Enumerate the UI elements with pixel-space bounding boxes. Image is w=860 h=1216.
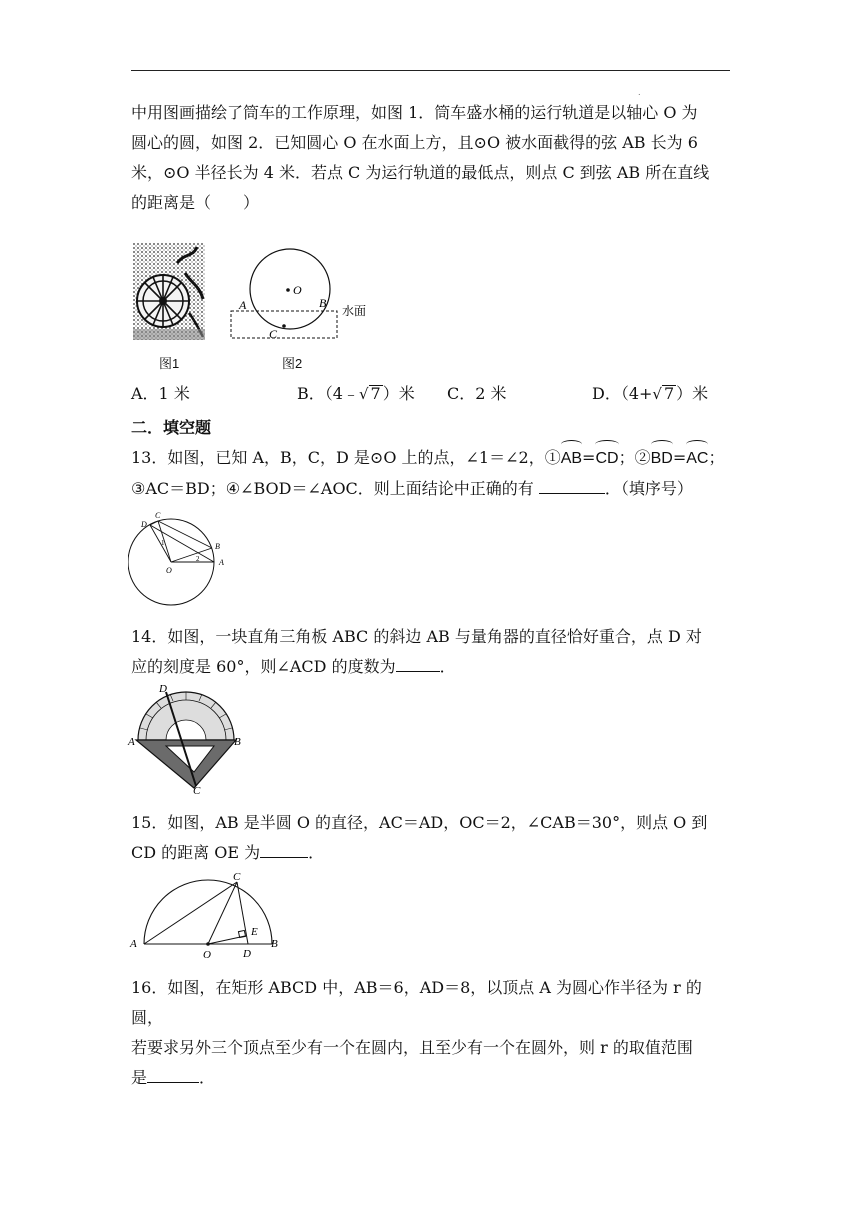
q13-line-1: 13．如图，已知 A，B，C，D 是⊙O 上的点，∠1＝∠2，①AB=CD；②BD=AC； [131, 443, 730, 474]
q13-arc-bd: BD [651, 444, 673, 474]
q16-line-3: 是 ． [131, 1063, 730, 1093]
fig2-label-a: A [239, 298, 247, 312]
q13-label-b: B [215, 542, 220, 551]
q14-label-b: B [234, 736, 241, 748]
q15-text [131, 808, 730, 868]
figure-2-caption: 图2 [282, 356, 303, 371]
q16-line-2: 若要求另外三个顶点至少有一个在圆内，且至少有一个在圆外，则 r 的取值范围 [131, 1038, 693, 1057]
q14-line-1: 14．如图，一块直角三角板 ABC 的斜边 AB 与量角器的直径恰好重合，点 D 对 [131, 627, 702, 646]
q13-arc-ac: AC [686, 444, 708, 474]
q13-circle-diagram [128, 508, 238, 608]
fig2-label-c: C [269, 327, 278, 341]
fig2-label-water: 水面 [342, 304, 367, 318]
q15-semicircle-diagram [126, 870, 286, 962]
figure-1-caption: 图1 [159, 356, 180, 371]
q13-arc-cd: CD [595, 444, 618, 474]
q15-label-d: D [243, 948, 251, 960]
q14-text [131, 622, 730, 682]
q15-label-e: E [251, 926, 258, 938]
q15-line-2: CD 的距离 OE 为 ． [131, 838, 730, 868]
q12-line-2: 圆心的圆，如图 2．已知圆心 O 在水面上方，且⊙O 被水面截得的弦 AB 长为 6 [131, 133, 698, 152]
q15-label-b: B [271, 938, 278, 950]
q13-line-2: ③AC＝BD；④∠BOD＝∠AOC．则上面结论中正确的有 ．（填序号） [131, 474, 730, 504]
q14-label-d: D [159, 683, 167, 695]
q13-label-angle-1: 1 [161, 539, 165, 547]
q15-label-o: O [203, 949, 211, 961]
q12-line-3: 米，⊙O 半径长为 4 米．若点 C 为运行轨道的最低点，则点 C 到弦 AB 所在直线 [131, 163, 710, 182]
q14-label-c: C [193, 785, 201, 796]
figure-2-circle-diagram [224, 243, 374, 341]
header-rule [131, 70, 730, 71]
fig2-label-b: B [319, 296, 327, 310]
q15-line-1: 15．如图，AB 是半圆 O 的直径，AC＝AD，OC＝2，∠CAB＝30°，则点 O 到 [131, 813, 708, 832]
q12-text [131, 98, 730, 218]
q13-label-a: A [219, 558, 224, 567]
q12-line-4: 的距离是（ ） [131, 193, 260, 212]
q13-label-o: O [166, 566, 172, 575]
q12-option-d: D．（4+√ 7 ）米 [592, 384, 709, 403]
q13-label-angle-2: 2 [196, 555, 200, 563]
q12-option-c: C．2 米 [447, 384, 507, 403]
q12-option-a: A．1 米 [131, 384, 190, 403]
q15-label-c: C [233, 871, 241, 883]
q13-answer-blank [539, 475, 605, 494]
q12-option-b: B．（4﹣√ 7 ）米 [297, 384, 415, 403]
q12-option-d-radicand: 7 [663, 384, 675, 403]
q15-label-a: A [130, 938, 137, 950]
q12-line-1: 中用图画描绘了筒车的工作原理，如图 1．筒车盛水桶的运行轨道是以轴心 O 为 [131, 103, 698, 122]
q12-option-b-radicand: 7 [370, 384, 381, 403]
q15-answer-blank [260, 839, 308, 858]
q13-text [131, 443, 730, 504]
q13-arc-ab: AB [561, 444, 582, 474]
figure-1-water-wheel [133, 243, 205, 340]
q13-label-c: C [155, 511, 161, 520]
section-title-fill-blank: 二．填空题 [131, 418, 212, 437]
q14-line-2: 应的刻度是 60°，则∠ACD 的度数为 ． [131, 652, 730, 682]
q13-label-d: D [141, 520, 147, 529]
q14-label-a: A [128, 736, 135, 748]
fig2-label-o: O [293, 283, 302, 297]
q16-text [131, 973, 730, 1093]
q16-answer-blank [147, 1064, 199, 1083]
q16-line-1: 16．如图，在矩形 ABCD 中，AB＝6，AD＝8，以顶点 A 为圆心作半径为 r 的圆， [131, 978, 702, 1027]
q14-answer-blank [396, 653, 440, 672]
q14-protractor-diagram [126, 682, 246, 796]
header-dot: . [638, 88, 641, 97]
